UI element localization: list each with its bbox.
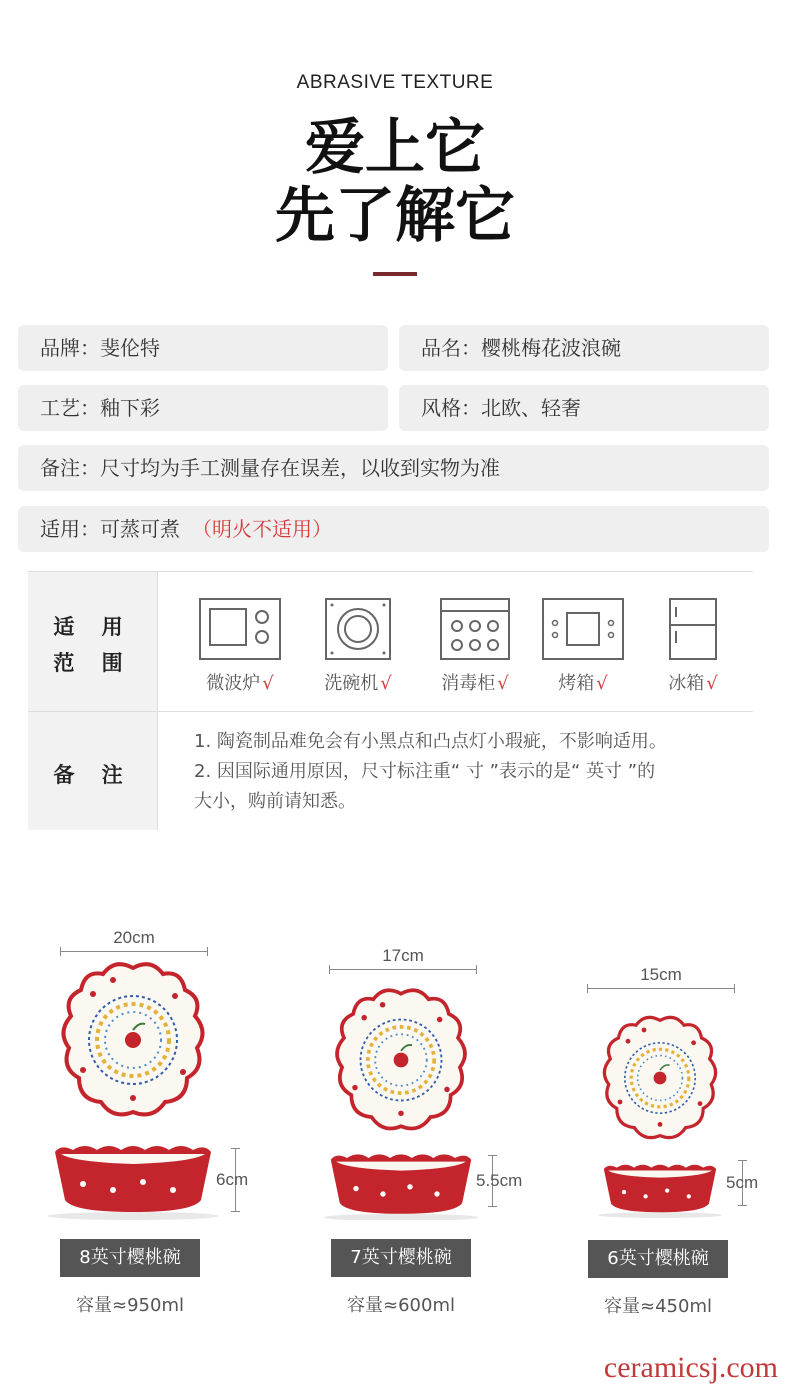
- check-icon: √: [262, 673, 274, 694]
- dishwasher-icon: [324, 597, 392, 661]
- table-divider: [28, 711, 753, 712]
- bowl-capacity: 容量≈600ml: [347, 1295, 455, 1316]
- microwave-icon: [198, 597, 282, 661]
- spec-style: 风格：北欧、轻奢: [399, 385, 769, 431]
- bowl-size-tag: 6英寸樱桃碗: [588, 1240, 728, 1278]
- fridge-icon: [668, 597, 718, 661]
- check-icon: √: [497, 673, 509, 694]
- note-2a: 2. 因国际通用原因，尺寸标注重“ 寸 ”表示的是“ 英寸 ”的: [194, 761, 656, 782]
- appliance-name: 微波炉: [206, 673, 261, 694]
- appliance-name: 烤箱: [558, 673, 595, 694]
- oven-icon: [541, 597, 625, 661]
- spec-usage-text: 适用：可蒸可煮: [40, 517, 180, 541]
- watermark: ceramicsj.com: [603, 1351, 778, 1384]
- eyebrow-text: ABRASIVE TEXTURE: [296, 72, 494, 93]
- bowl-6in-side-image: [598, 1165, 722, 1218]
- appliance-fridge: [648, 597, 738, 695]
- bowl-capacity: 容量≈450ml: [604, 1296, 712, 1317]
- bowl-7in-side-image: [324, 1154, 479, 1220]
- bowl-capacity: 容量≈950ml: [76, 1295, 184, 1316]
- appliance-microwave: [190, 597, 290, 695]
- sterilizer-icon: [439, 597, 511, 661]
- appliance-dishwasher: [308, 597, 408, 695]
- dim-diameter-6in: 15cm: [640, 965, 682, 984]
- check-icon: √: [706, 673, 718, 694]
- appliance-name: 洗碗机: [324, 673, 379, 694]
- bowl-8in-side-image: [47, 1146, 219, 1220]
- dim-height-6in: 5cm: [726, 1173, 759, 1192]
- note-2b: 大小，购前请知悉。: [194, 791, 356, 812]
- spec-usage-warning: （明火不适用）: [192, 517, 332, 541]
- spec-usage: [18, 506, 769, 552]
- accent-divider: [373, 272, 417, 276]
- bowl-7in-top-image: [337, 990, 465, 1128]
- dim-line-20cm: [60, 951, 208, 952]
- spec-craft: 工艺：釉下彩: [18, 385, 388, 431]
- dim-diameter-8in: 20cm: [113, 928, 155, 947]
- headline-line-1: 爱上它: [305, 113, 485, 183]
- check-icon: √: [380, 673, 392, 694]
- bowl-8in-top-image: [63, 964, 202, 1114]
- spec-remark: 备注：尺寸均为手工测量存在误差，以收到实物为准: [18, 445, 769, 491]
- notes-label: 备 注: [53, 763, 133, 787]
- notes-text: [194, 727, 750, 817]
- usage-table: [28, 571, 753, 829]
- applicable-label-2: 范 围: [53, 651, 133, 675]
- dim-height-7in: 5.5cm: [476, 1171, 523, 1190]
- bowl-size-tag: 8英寸樱桃碗: [60, 1239, 200, 1277]
- appliance-name: 消毒柜: [441, 673, 496, 694]
- appliance-sterilizer: [420, 597, 530, 695]
- dim-diameter-7in: 17cm: [382, 946, 424, 965]
- bowl-6in-top-image: [604, 1017, 715, 1137]
- appliance-oven: [533, 597, 633, 695]
- dim-line-17cm: [329, 969, 477, 970]
- dim-height-8in: 6cm: [216, 1170, 249, 1189]
- spec-product-name: 品名：樱桃梅花波浪碗: [399, 325, 769, 371]
- spec-brand: 品牌：斐伦特: [18, 325, 388, 371]
- headline-line-2: 先了解它: [275, 181, 515, 251]
- applicable-label-1: 适 用: [53, 615, 133, 639]
- check-icon: √: [596, 673, 608, 694]
- note-1: 1. 陶瓷制品难免会有小黑点和凸点灯小瑕疵，不影响适用。: [194, 731, 667, 752]
- appliance-name: 冰箱: [668, 673, 705, 694]
- bowl-size-tag: 7英寸樱桃碗: [331, 1239, 471, 1277]
- bowls-illustration: [0, 960, 790, 1220]
- dim-line-15cm: [587, 988, 735, 989]
